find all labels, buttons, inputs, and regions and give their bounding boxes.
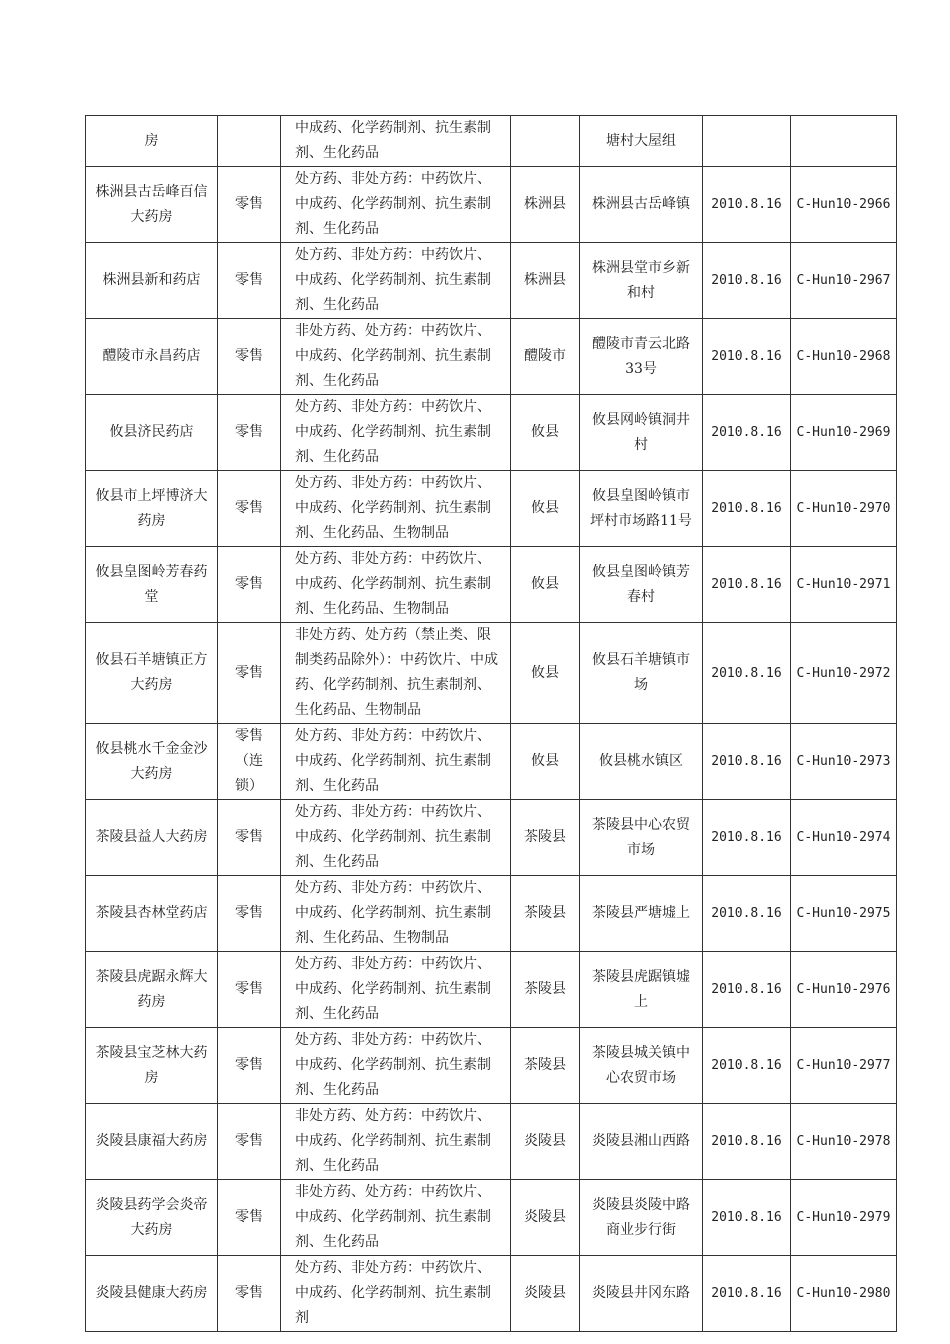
table-row <box>86 952 897 1028</box>
business-scope-cell: 处方药、非处方药：中药饮片、中成药、化学药制剂、抗生素制剂、生化药品、生物制品 <box>281 471 511 547</box>
table-row <box>86 395 897 471</box>
pharmacy-name-cell: 茶陵县宝芝林大药房 <box>86 1028 218 1104</box>
issue-date-cell: 2010.8.16 <box>703 471 791 547</box>
issue-date-cell: 2010.8.16 <box>703 952 791 1028</box>
issue-date-cell: 2010.8.16 <box>703 395 791 471</box>
business-type-cell: 零售 <box>218 1104 281 1180</box>
county-cell: 攸县 <box>511 623 580 724</box>
address-cell: 株洲县堂市乡新和村 <box>580 243 703 319</box>
table-row <box>86 876 897 952</box>
pharmacy-name-cell: 攸县皇图岭芳春药堂 <box>86 547 218 623</box>
certificate-number-cell: C-Hun10-2974 <box>791 800 897 876</box>
pharmacy-name-cell: 攸县石羊塘镇正方大药房 <box>86 623 218 724</box>
business-type-cell: 零售 <box>218 800 281 876</box>
table-row <box>86 167 897 243</box>
business-scope-cell: 非处方药、处方药：中药饮片、中成药、化学药制剂、抗生素制剂、生化药品 <box>281 1180 511 1256</box>
address-cell: 攸县桃水镇区 <box>580 724 703 800</box>
pharmacy-name-cell: 茶陵县杏林堂药店 <box>86 876 218 952</box>
certificate-number-cell: C-Hun10-2973 <box>791 724 897 800</box>
business-type-cell: 零售 <box>218 319 281 395</box>
issue-date-cell: 2010.8.16 <box>703 1256 791 1332</box>
certificate-number-cell: C-Hun10-2972 <box>791 623 897 724</box>
table-row <box>86 116 897 167</box>
county-cell: 攸县 <box>511 395 580 471</box>
certificate-number-cell: C-Hun10-2978 <box>791 1104 897 1180</box>
address-cell: 塘村大屋组 <box>580 116 703 167</box>
pharmacy-name-cell: 茶陵县益人大药房 <box>86 800 218 876</box>
table-body <box>86 116 897 1332</box>
table-row <box>86 724 897 800</box>
pharmacy-name-cell: 攸县桃水千金金沙大药房 <box>86 724 218 800</box>
business-scope-cell: 处方药、非处方药：中药饮片、中成药、化学药制剂、抗生素制剂、生化药品、生物制品 <box>281 876 511 952</box>
issue-date-cell: 2010.8.16 <box>703 800 791 876</box>
business-scope-cell: 处方药、非处方药：中药饮片、中成药、化学药制剂、抗生素制剂、生化药品 <box>281 243 511 319</box>
certificate-number-cell: C-Hun10-2970 <box>791 471 897 547</box>
certificate-number-cell: C-Hun10-2975 <box>791 876 897 952</box>
business-type-cell: 零售 <box>218 1256 281 1332</box>
pharmacy-name-cell: 醴陵市永昌药店 <box>86 319 218 395</box>
business-scope-cell: 处方药、非处方药：中药饮片、中成药、化学药制剂、抗生素制剂、生化药品 <box>281 952 511 1028</box>
issue-date-cell: 2010.8.16 <box>703 876 791 952</box>
certificate-number-cell: C-Hun10-2966 <box>791 167 897 243</box>
business-scope-cell: 非处方药、处方药（禁止类、限制类药品除外）：中药饮片、中成药、化学药制剂、抗生素制剂、生化药品、生物制品 <box>281 623 511 724</box>
pharmacy-name-cell: 炎陵县健康大药房 <box>86 1256 218 1332</box>
address-cell: 茶陵县严塘墟上 <box>580 876 703 952</box>
business-scope-cell: 中成药、化学药制剂、抗生素制剂、生化药品 <box>281 116 511 167</box>
county-cell: 茶陵县 <box>511 952 580 1028</box>
table-row <box>86 1104 897 1180</box>
business-scope-cell: 处方药、非处方药：中药饮片、中成药、化学药制剂、抗生素制剂、生化药品 <box>281 1028 511 1104</box>
business-scope-cell: 处方药、非处方药：中药饮片、中成药、化学药制剂、抗生素制剂、生化药品 <box>281 167 511 243</box>
issue-date-cell: 2010.8.16 <box>703 1104 791 1180</box>
issue-date-cell: 2010.8.16 <box>703 1180 791 1256</box>
certificate-number-cell: C-Hun10-2979 <box>791 1180 897 1256</box>
address-cell: 茶陵县虎踞镇墟上 <box>580 952 703 1028</box>
pharmacy-name-cell: 房 <box>86 116 218 167</box>
business-scope-cell: 处方药、非处方药：中药饮片、中成药、化学药制剂、抗生素制剂、生化药品 <box>281 800 511 876</box>
issue-date-cell: 2010.8.16 <box>703 243 791 319</box>
business-type-cell: 零售 <box>218 876 281 952</box>
business-type-cell: 零售 <box>218 243 281 319</box>
business-type-cell: 零售 <box>218 395 281 471</box>
county-cell <box>511 116 580 167</box>
certificate-number-cell: C-Hun10-2968 <box>791 319 897 395</box>
issue-date-cell: 2010.8.16 <box>703 623 791 724</box>
business-type-cell: 零售 <box>218 547 281 623</box>
table-row <box>86 623 897 724</box>
business-scope-cell: 处方药、非处方药：中药饮片、中成药、化学药制剂、抗生素制剂 <box>281 1256 511 1332</box>
issue-date-cell: 2010.8.16 <box>703 547 791 623</box>
issue-date-cell: 2010.8.16 <box>703 167 791 243</box>
business-scope-cell: 非处方药、处方药：中药饮片、中成药、化学药制剂、抗生素制剂、生化药品 <box>281 319 511 395</box>
address-cell: 醴陵市青云北路33号 <box>580 319 703 395</box>
issue-date-cell: 2010.8.16 <box>703 1028 791 1104</box>
county-cell: 炎陵县 <box>511 1104 580 1180</box>
table-row <box>86 800 897 876</box>
county-cell: 攸县 <box>511 724 580 800</box>
county-cell: 炎陵县 <box>511 1180 580 1256</box>
business-type-cell <box>218 116 281 167</box>
county-cell: 株洲县 <box>511 243 580 319</box>
business-type-cell: 零售 <box>218 167 281 243</box>
address-cell: 茶陵县城关镇中心农贸市场 <box>580 1028 703 1104</box>
address-cell: 炎陵县炎陵中路商业步行街 <box>580 1180 703 1256</box>
business-scope-cell: 处方药、非处方药：中药饮片、中成药、化学药制剂、抗生素制剂、生化药品 <box>281 395 511 471</box>
issue-date-cell: 2010.8.16 <box>703 724 791 800</box>
issue-date-cell <box>703 116 791 167</box>
pharmacy-name-cell: 攸县济民药店 <box>86 395 218 471</box>
address-cell: 攸县网岭镇洞井村 <box>580 395 703 471</box>
address-cell: 株洲县古岳峰镇 <box>580 167 703 243</box>
address-cell: 攸县石羊塘镇市场 <box>580 623 703 724</box>
county-cell: 醴陵市 <box>511 319 580 395</box>
table-row <box>86 1028 897 1104</box>
address-cell: 炎陵县井冈东路 <box>580 1256 703 1332</box>
table-row <box>86 1180 897 1256</box>
address-cell: 茶陵县中心农贸市场 <box>580 800 703 876</box>
county-cell: 炎陵县 <box>511 1256 580 1332</box>
business-type-cell: 零售（连锁） <box>218 724 281 800</box>
pharmacy-name-cell: 炎陵县药学会炎帝大药房 <box>86 1180 218 1256</box>
certificate-number-cell: C-Hun10-2980 <box>791 1256 897 1332</box>
table-row <box>86 471 897 547</box>
county-cell: 攸县 <box>511 547 580 623</box>
business-scope-cell: 非处方药、处方药：中药饮片、中成药、化学药制剂、抗生素制剂、生化药品 <box>281 1104 511 1180</box>
business-type-cell: 零售 <box>218 1028 281 1104</box>
pharmacy-name-cell: 株洲县古岳峰百信大药房 <box>86 167 218 243</box>
pharmacy-name-cell: 茶陵县虎踞永辉大药房 <box>86 952 218 1028</box>
business-scope-cell: 处方药、非处方药：中药饮片、中成药、化学药制剂、抗生素制剂、生化药品 <box>281 724 511 800</box>
certificate-number-cell: C-Hun10-2971 <box>791 547 897 623</box>
table-row <box>86 319 897 395</box>
certificate-number-cell: C-Hun10-2976 <box>791 952 897 1028</box>
county-cell: 攸县 <box>511 471 580 547</box>
business-type-cell: 零售 <box>218 623 281 724</box>
county-cell: 株洲县 <box>511 167 580 243</box>
certificate-number-cell <box>791 116 897 167</box>
issue-date-cell: 2010.8.16 <box>703 319 791 395</box>
county-cell: 茶陵县 <box>511 876 580 952</box>
business-scope-cell: 处方药、非处方药：中药饮片、中成药、化学药制剂、抗生素制剂、生化药品、生物制品 <box>281 547 511 623</box>
address-cell: 攸县皇图岭镇芳春村 <box>580 547 703 623</box>
county-cell: 茶陵县 <box>511 1028 580 1104</box>
pharmacy-registry-table <box>85 115 897 1332</box>
business-type-cell: 零售 <box>218 952 281 1028</box>
address-cell: 攸县皇图岭镇市坪村市场路11号 <box>580 471 703 547</box>
certificate-number-cell: C-Hun10-2977 <box>791 1028 897 1104</box>
table-row <box>86 547 897 623</box>
table-row <box>86 1256 897 1332</box>
pharmacy-name-cell: 株洲县新和药店 <box>86 243 218 319</box>
certificate-number-cell: C-Hun10-2967 <box>791 243 897 319</box>
pharmacy-name-cell: 炎陵县康福大药房 <box>86 1104 218 1180</box>
county-cell: 茶陵县 <box>511 800 580 876</box>
certificate-number-cell: C-Hun10-2969 <box>791 395 897 471</box>
table-row <box>86 243 897 319</box>
pharmacy-name-cell: 攸县市上坪博济大药房 <box>86 471 218 547</box>
address-cell: 炎陵县湘山西路 <box>580 1104 703 1180</box>
business-type-cell: 零售 <box>218 1180 281 1256</box>
business-type-cell: 零售 <box>218 471 281 547</box>
